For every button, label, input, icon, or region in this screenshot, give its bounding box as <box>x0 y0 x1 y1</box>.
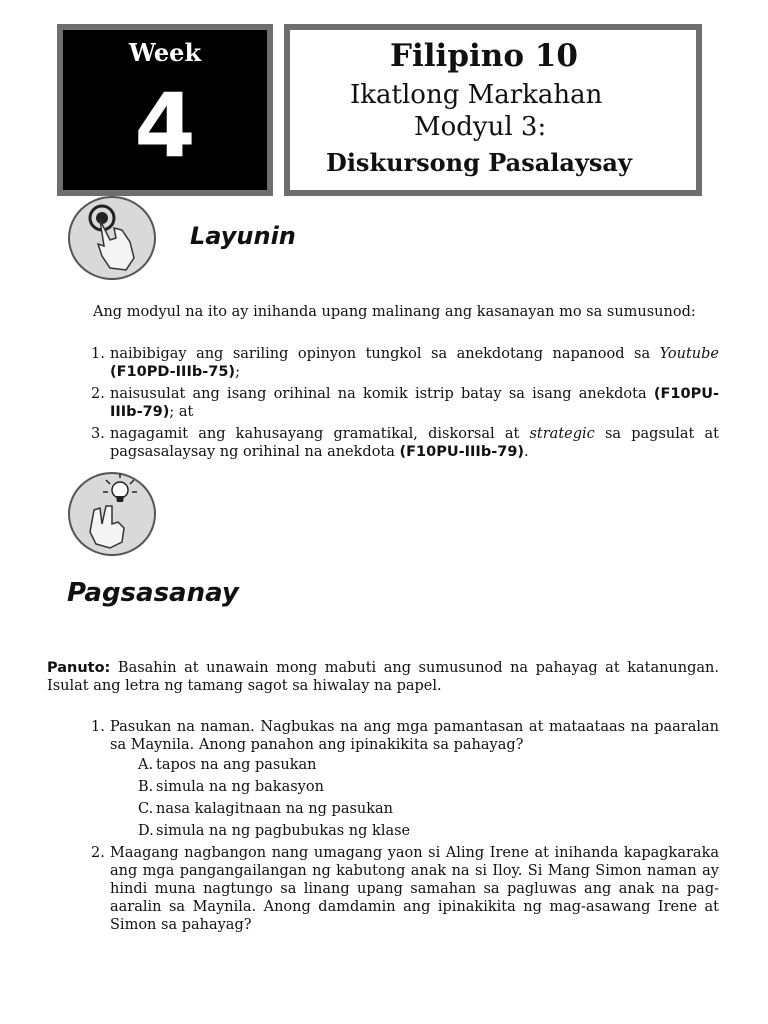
topic-title: Diskursong Pasalaysay <box>326 148 632 177</box>
question-text: Pasukan na naman. Nagbukas na ang mga pamantasan at mataataas na paaralan sa Maynila. Anong panahon ang ipinakikita sa pahayag? <box>110 719 719 753</box>
instruction-text: Basahin at unawain mong mabuti ang sumusunod na pahayag at katanungan. Isulat ang letra ng tamang sagot sa hiwalay na papel. <box>47 660 719 694</box>
question-item: 1. Pasukan na naman. Nagbukas na ang mga pamantasan at mataataas na paaralan sa Maynila. Anong panahon ang ipinakikita sa pahayag? A. tapos na ang pasukan B. simula na ng bakasyon C. nasa kalagitnaan na ng pasukan D. simula na ng pagbubukas ng klase <box>91 719 719 839</box>
choice-item: C. nasa kalagitnaan na ng pasukan <box>138 801 394 817</box>
competency-code: (F10PU-IIIb-79) <box>399 444 525 460</box>
choice-item: A. tapos na ang pasukan <box>138 757 317 773</box>
list-item: 2. naisusulat ang isang orihinal na komik istrip batay sa isang anekdota (F10PU-IIIb-79); at <box>91 386 719 420</box>
choice-item: B. simula na ng bakasyon <box>138 779 324 795</box>
week-number: 4 <box>134 74 196 177</box>
question-text: Maagang nagbangon nang umagang yaon si Aling Irene at inihanda kapagkaraka ang mga pangangailangan ng kabutong anak na si Iloy. Si Mang Simon naman ay hindi muna nagtungo sa linang upang samahan sa pagluwas ang anak na pag-aaralin sa Maynila. Anong damdamin ang ipinakikita ng mag-asawang Irene at Simon sa pahayag? <box>110 845 719 933</box>
objectives-intro: Ang modyul na ito ay inihanda upang malinang ang kasanayan mo sa sumusunod: <box>93 304 696 320</box>
objectives-list <box>47 345 719 465</box>
instruction-label: Panuto: <box>47 660 111 676</box>
title-box <box>284 24 702 196</box>
practice-heading: Pagsasanay <box>67 578 239 608</box>
questions-list <box>47 718 719 938</box>
objectives-heading: Layunin <box>190 222 296 250</box>
question-item: 2. Maagang nagbangon nang umagang yaon si Aling Irene at inihanda kapagkaraka ang mga pangangailangan ng kabutong anak na si Iloy. Si Mang Simon naman ay hindi muna nagtungo sa linang upang samahan sa pagluwas ang anak na pag-aaralin sa Maynila. Anong damdamin ang ipinakikita ng mag-asawang Irene at Simon sa pahayag? <box>91 845 719 933</box>
list-item: 3. nagagamit ang kahusayang gramatikal, diskorsal at strategic sa pagsulat at pagsasalaysay ng orihinal na anekdota (F10PU-IIIb-79). <box>91 426 719 460</box>
hand-with-lightbulb-icon <box>68 472 156 556</box>
instructions <box>47 659 719 695</box>
choices-list <box>110 756 719 840</box>
week-label: Week <box>128 38 202 67</box>
quarter-label: Ikatlong Markahan <box>350 80 603 110</box>
list-item: 1. naibibigay ang sariling opinyon tungkol sa anekdotang napanood sa Youtube (F10PD-IIIb-75); <box>91 346 719 380</box>
competency-code: (F10PU-IIIb-79) <box>110 386 719 420</box>
module-label: Modyul 3: <box>414 112 547 142</box>
hand-pressing-button-icon <box>68 196 156 280</box>
competency-code: (F10PD-IIIb-75) <box>110 364 236 380</box>
week-box <box>57 24 273 196</box>
choice-item: D. simula na ng pagbubukas ng klase <box>138 823 411 839</box>
subject-title: Filipino 10 <box>390 38 578 74</box>
